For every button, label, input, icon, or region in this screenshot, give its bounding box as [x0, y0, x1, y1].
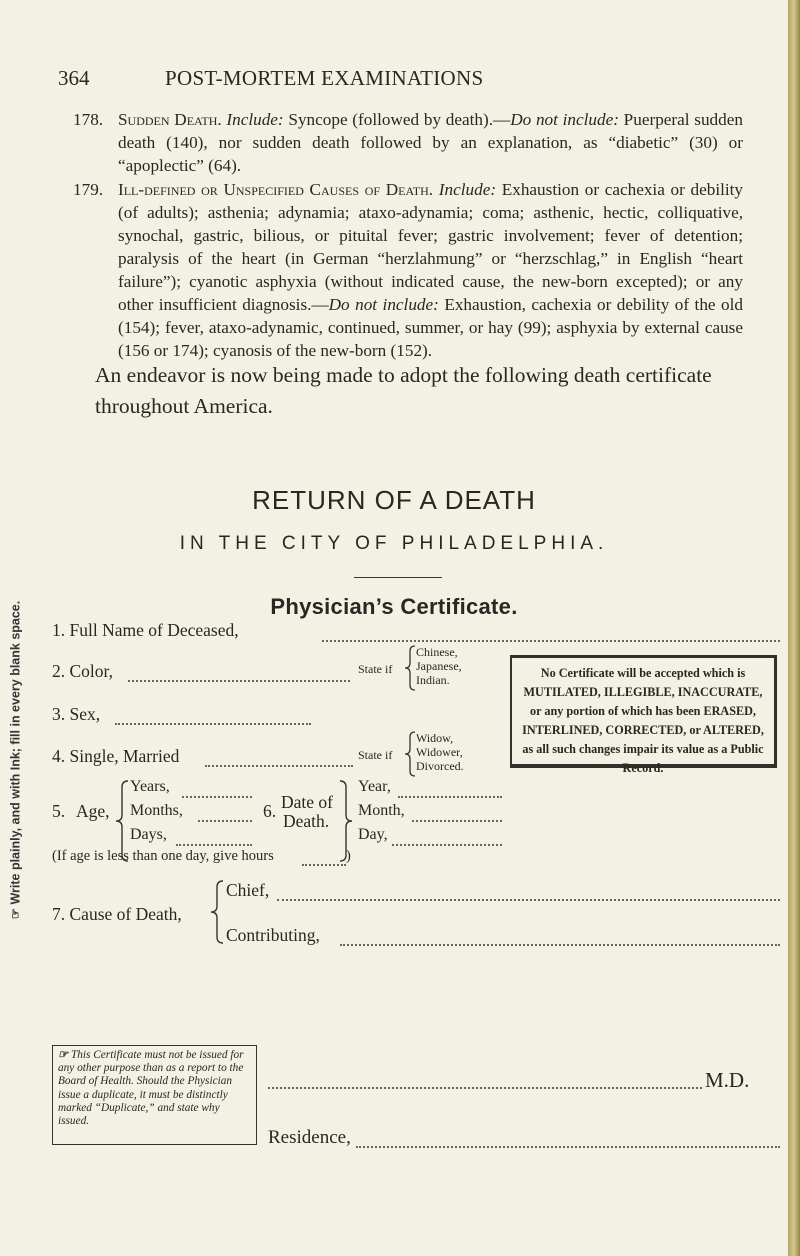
cause-chief-blank[interactable]	[277, 899, 780, 901]
age-note: (If age is less than one day, give hours	[52, 848, 274, 864]
exclude-text: Exhaustion, cachexia or debility of the old (154); fever, ataxo-adynamic, continued, summer, or hay (99); asphyxia by external cause (156 or 174); cyanosis of the new-born (152).	[118, 295, 743, 360]
marital-option: Divorced.	[416, 759, 464, 773]
field-color-label: 2. Color,	[52, 661, 114, 681]
field-date-label: Date of	[281, 792, 333, 812]
field-date-number: 6.	[263, 801, 277, 821]
age-hours-blank[interactable]	[302, 864, 346, 866]
exclude-label: Do not include:	[510, 110, 619, 129]
warning-text: This Certificate must not be issued for any other purpose than as a report to the Board of Health. Should the Physician issue a duplicate, it must be distinctly marked “Duplicate,” and state why issued.	[58, 1049, 244, 1128]
certificate-title: RETURN OF A DEATH	[252, 485, 536, 515]
exclude-label: Do not include:	[328, 295, 439, 314]
age-unit-years: Years,	[130, 778, 170, 795]
date-unit-day: Day,	[358, 826, 388, 843]
cause-chief-label: Chief,	[226, 880, 270, 900]
field-sex-blank[interactable]	[115, 723, 311, 725]
field-sex-label: 3. Sex,	[52, 704, 101, 724]
certificate-heading: Physician’s Certificate.	[270, 594, 518, 619]
marital-option: Widow,	[416, 731, 454, 745]
field-date-label: Death.	[283, 811, 330, 831]
date-unit-month: Month,	[358, 802, 405, 819]
side-note	[4, 560, 26, 960]
running-title: POST-MORTEM EXAMINATIONS	[165, 66, 484, 90]
include-text: Syncope (followed by death).—	[283, 110, 511, 129]
age-note-end: )	[346, 848, 351, 864]
field-full-name-label: 1. Full Name of Deceased,	[52, 620, 239, 640]
md-suffix: M.D.	[705, 1068, 750, 1092]
field-marital-state-if: State if	[358, 748, 393, 762]
left-brace-icon	[210, 880, 224, 944]
date-month-blank[interactable]	[412, 820, 502, 822]
marital-option: Widower,	[416, 745, 463, 759]
paragraph-title: Ill-defined or Unspecified Causes of Death.	[118, 180, 434, 199]
paragraph-number: 179.	[73, 180, 104, 199]
age-unit-months: Months,	[130, 802, 183, 819]
date-year-blank[interactable]	[398, 796, 502, 798]
date-day-blank[interactable]	[392, 844, 502, 846]
side-note-text: ☞ Write plainly, and with Ink; fill in every blank space.	[8, 600, 23, 920]
exclude-text: Puerperal sudden death (140), nor sudden death followed by an explanation, as “diabetic” (30) or “apoplectic” (64).	[118, 110, 743, 175]
notice-box: No Certificate will be accepted which is MUTILATED, ILLEGIBLE, INACCURATE, or any portion of which has been ERASED, INTERLINED, CORRECTED, or ALTERED, as all such changes impair its value as a Public Record.	[510, 655, 777, 768]
include-label: Include:	[226, 110, 284, 129]
left-brace-icon	[404, 731, 416, 777]
field-marital-blank[interactable]	[205, 765, 353, 767]
divider-rule	[354, 577, 442, 578]
residence-label: Residence,	[268, 1127, 351, 1148]
color-option: Japanese,	[416, 659, 462, 673]
age-months-blank[interactable]	[198, 820, 252, 822]
include-label: Include:	[438, 180, 497, 199]
date-unit-year: Year,	[358, 778, 391, 795]
age-unit-days: Days,	[130, 826, 167, 843]
certificate-subtitle: IN THE CITY OF PHILADELPHIA.	[179, 533, 609, 554]
paragraph-179	[73, 178, 743, 362]
warning-box	[52, 1045, 257, 1145]
cause-contributing-label: Contributing,	[226, 925, 320, 945]
paragraph-178	[73, 108, 743, 177]
field-age-label: Age,	[76, 801, 110, 821]
age-years-blank[interactable]	[182, 796, 252, 798]
color-option: Indian.	[416, 673, 450, 687]
residence-blank[interactable]	[356, 1146, 780, 1148]
cause-contributing-blank[interactable]	[340, 944, 780, 946]
field-full-name-blank[interactable]	[322, 640, 780, 642]
paragraph-number: 178.	[73, 110, 104, 129]
age-days-blank[interactable]	[176, 844, 252, 846]
pointing-hand-icon: ☞	[58, 1049, 69, 1061]
physician-signature-blank[interactable]	[268, 1087, 702, 1089]
left-brace-icon	[404, 645, 416, 691]
field-color-state-if: State if	[358, 662, 393, 676]
color-option: Chinese,	[416, 645, 458, 659]
include-text: Exhaustion or cachexia or debility (of adults); asthenia; adynamia; ataxo-adynamia; coma; asthenic, hectic, colliquative, synochal, gastric, bilious, or pituital fever; gastric involvement; fever of detention; paralysis of the heart (in German “herzlahmung” or “herzschlag,” in English “heart failure”); cyanotic asphyxia (without indicated cause, the new-born excepted); or any other insufficient diagnosis.—	[118, 180, 744, 314]
field-age-number: 5.	[52, 801, 66, 821]
field-color-blank[interactable]	[128, 680, 350, 682]
page-number: 364	[58, 66, 90, 90]
field-marital-label: 4. Single, Married	[52, 746, 180, 766]
field-cause-label: 7. Cause of Death,	[52, 904, 182, 924]
page-edge	[788, 0, 800, 1256]
paragraph-title: Sudden Death.	[118, 110, 222, 129]
intro-text: An endeavor is now being made to adopt the following death certificate throughout America.	[95, 363, 712, 418]
